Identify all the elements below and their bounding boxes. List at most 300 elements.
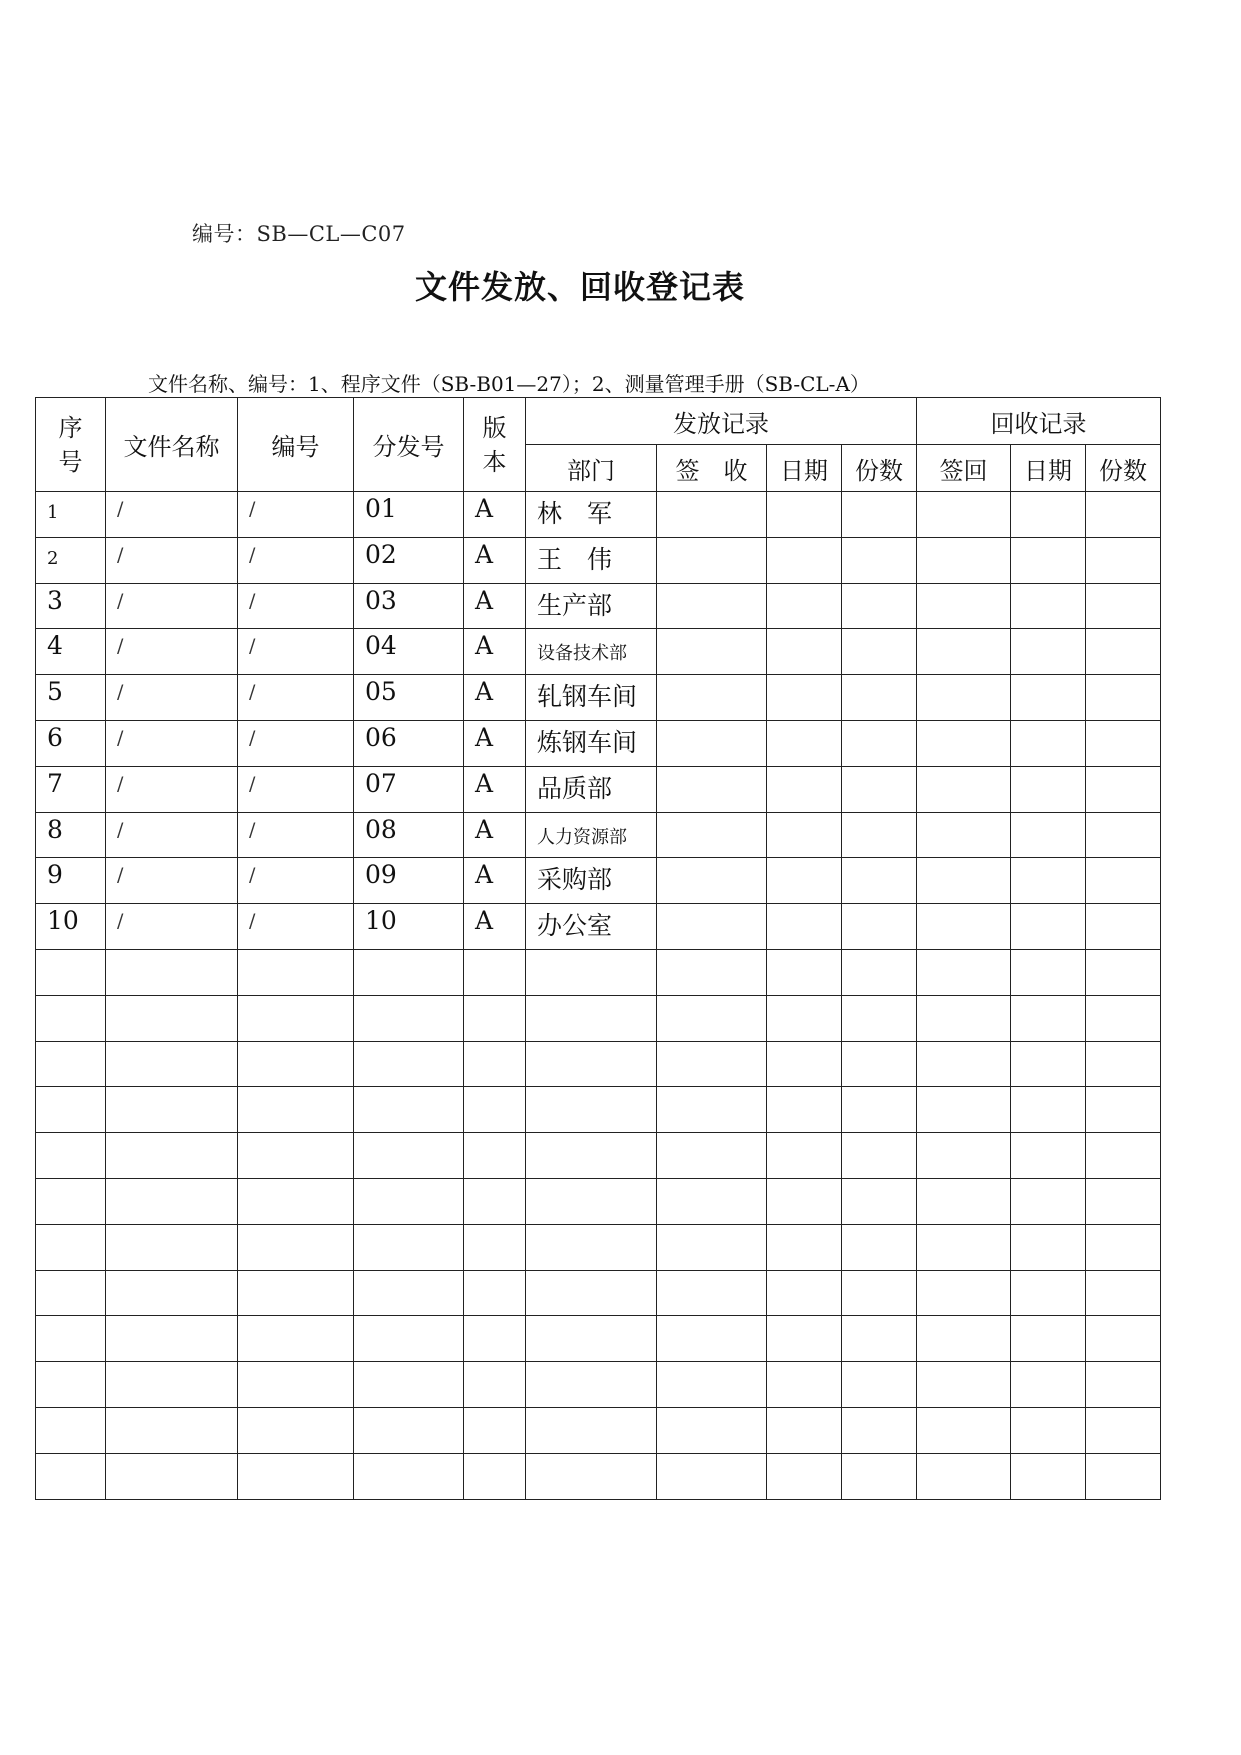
row-dept (526, 949, 657, 995)
row-sign-back (917, 1407, 1011, 1453)
row-dist-no: 02 (354, 537, 464, 583)
row-copies (842, 1270, 917, 1316)
row-dept (526, 1270, 657, 1316)
row-number: / (238, 766, 354, 812)
row-seq: 2 (36, 537, 106, 583)
row-dept (526, 1041, 657, 1087)
row-date (767, 1133, 842, 1179)
row-dist-no (354, 1133, 464, 1179)
row-sign-receive (657, 949, 767, 995)
row-sign-back (917, 720, 1011, 766)
row-recall-date (1011, 675, 1086, 721)
row-file-name: / (106, 904, 238, 950)
row-recall-copies (1086, 537, 1161, 583)
row-dist-no: 10 (354, 904, 464, 950)
row-sign-receive (657, 1041, 767, 1087)
row-dist-no: 07 (354, 766, 464, 812)
table-row (36, 1087, 1161, 1133)
row-recall-date (1011, 720, 1086, 766)
row-sign-receive (657, 858, 767, 904)
row-recall-date (1011, 1362, 1086, 1408)
row-dept: 办公室 (526, 904, 657, 950)
header-version (464, 398, 526, 492)
header-number: 编号 (238, 398, 354, 492)
row-sign-receive (657, 537, 767, 583)
table-row (36, 629, 1161, 675)
row-version (464, 1362, 526, 1408)
row-date (767, 1362, 842, 1408)
row-dist-no (354, 1362, 464, 1408)
row-dept (526, 1178, 657, 1224)
row-dist-no (354, 1041, 464, 1087)
row-dept (526, 1407, 657, 1453)
row-recall-date (1011, 1178, 1086, 1224)
table-row (36, 1362, 1161, 1408)
register-table (35, 397, 1161, 1500)
header-version-label: 版本 (482, 413, 507, 476)
file-name-line (148, 368, 870, 397)
row-number: / (238, 720, 354, 766)
row-recall-copies (1086, 492, 1161, 538)
row-seq (36, 1041, 106, 1087)
row-recall-copies (1086, 1133, 1161, 1179)
row-recall-date (1011, 1316, 1086, 1362)
row-sign-receive (657, 1407, 767, 1453)
row-number: / (238, 812, 354, 858)
row-recall-date (1011, 537, 1086, 583)
row-sign-back (917, 1178, 1011, 1224)
header-recall-record: 回收记录 (917, 398, 1161, 445)
row-sign-receive (657, 1133, 767, 1179)
row-copies (842, 720, 917, 766)
table-row (36, 858, 1161, 904)
register-body (36, 492, 1161, 1500)
row-copies (842, 1453, 917, 1499)
row-dept: 林 军 (526, 492, 657, 538)
row-sign-back (917, 1362, 1011, 1408)
row-version (464, 1041, 526, 1087)
row-sign-back (917, 1453, 1011, 1499)
row-seq: 7 (36, 766, 106, 812)
row-recall-copies (1086, 812, 1161, 858)
row-file-name: / (106, 858, 238, 904)
row-dept: 轧钢车间 (526, 675, 657, 721)
table-row (36, 1133, 1161, 1179)
row-seq: 5 (36, 675, 106, 721)
table-row (36, 1270, 1161, 1316)
row-seq (36, 995, 106, 1041)
row-version (464, 1316, 526, 1362)
table-row (36, 812, 1161, 858)
row-recall-date (1011, 1270, 1086, 1316)
row-copies (842, 949, 917, 995)
row-version (464, 1087, 526, 1133)
row-dept (526, 1087, 657, 1133)
row-copies (842, 1133, 917, 1179)
row-number (238, 1316, 354, 1362)
row-sign-back (917, 1087, 1011, 1133)
row-dept: 人力资源部 (526, 812, 657, 858)
row-version: A (464, 492, 526, 538)
row-recall-copies (1086, 1041, 1161, 1087)
header-copies: 份数 (842, 445, 917, 492)
row-dept (526, 1224, 657, 1270)
row-recall-copies (1086, 1178, 1161, 1224)
row-version: A (464, 629, 526, 675)
row-version: A (464, 858, 526, 904)
row-dept (526, 1133, 657, 1179)
header-sign-receive: 签 收 (657, 445, 767, 492)
row-date (767, 1224, 842, 1270)
row-sign-back (917, 995, 1011, 1041)
row-dept (526, 1453, 657, 1499)
row-number (238, 1224, 354, 1270)
row-sign-back (917, 812, 1011, 858)
row-recall-date (1011, 1224, 1086, 1270)
row-version (464, 1133, 526, 1179)
row-sign-back (917, 904, 1011, 950)
row-recall-copies (1086, 629, 1161, 675)
table-row (36, 1178, 1161, 1224)
row-date (767, 629, 842, 675)
row-copies (842, 1087, 917, 1133)
row-file-name (106, 1270, 238, 1316)
document-code: 编号：SB—CL—C07 (192, 222, 406, 246)
row-recall-date (1011, 1453, 1086, 1499)
row-date (767, 858, 842, 904)
row-sign-back (917, 1316, 1011, 1362)
row-dept: 王 伟 (526, 537, 657, 583)
row-copies (842, 766, 917, 812)
row-sign-receive (657, 1316, 767, 1362)
row-number: / (238, 904, 354, 950)
row-copies (842, 492, 917, 538)
row-sign-back (917, 766, 1011, 812)
row-copies (842, 904, 917, 950)
row-recall-date (1011, 904, 1086, 950)
row-number: / (238, 492, 354, 538)
row-dept (526, 1362, 657, 1408)
row-version: A (464, 766, 526, 812)
row-seq (36, 1270, 106, 1316)
row-date (767, 766, 842, 812)
row-version (464, 1407, 526, 1453)
row-recall-copies (1086, 766, 1161, 812)
row-number (238, 995, 354, 1041)
row-file-name (106, 1453, 238, 1499)
row-sign-back (917, 492, 1011, 538)
row-recall-date (1011, 629, 1086, 675)
row-seq: 4 (36, 629, 106, 675)
row-sign-receive (657, 675, 767, 721)
row-dept: 品质部 (526, 766, 657, 812)
row-date (767, 1087, 842, 1133)
row-sign-receive (657, 1087, 767, 1133)
row-dept (526, 1316, 657, 1362)
row-copies (842, 1178, 917, 1224)
row-dept: 采购部 (526, 858, 657, 904)
table-row (36, 1041, 1161, 1087)
row-file-name (106, 1133, 238, 1179)
row-version (464, 1453, 526, 1499)
table-row (36, 492, 1161, 538)
row-seq (36, 1362, 106, 1408)
row-copies (842, 858, 917, 904)
row-number (238, 1087, 354, 1133)
row-dist-no: 01 (354, 492, 464, 538)
header-file-name: 文件名称 (106, 398, 238, 492)
row-copies (842, 995, 917, 1041)
row-sign-receive (657, 812, 767, 858)
row-recall-copies (1086, 1407, 1161, 1453)
row-seq (36, 1453, 106, 1499)
row-dist-no (354, 1224, 464, 1270)
header-sign-back: 签回 (917, 445, 1011, 492)
page-title: 文件发放、回收登记表 (414, 268, 745, 306)
row-recall-date (1011, 492, 1086, 538)
row-dist-no: 04 (354, 629, 464, 675)
row-sign-receive (657, 995, 767, 1041)
row-version (464, 995, 526, 1041)
row-copies (842, 812, 917, 858)
row-copies (842, 537, 917, 583)
row-number: / (238, 583, 354, 629)
row-copies (842, 1224, 917, 1270)
row-dist-no (354, 1407, 464, 1453)
row-number: / (238, 537, 354, 583)
table-row (36, 995, 1161, 1041)
row-number: / (238, 675, 354, 721)
row-date (767, 904, 842, 950)
row-recall-date (1011, 858, 1086, 904)
row-sign-back (917, 583, 1011, 629)
row-sign-receive (657, 1224, 767, 1270)
row-number: / (238, 858, 354, 904)
row-dist-no: 06 (354, 720, 464, 766)
header-recall-copies: 份数 (1086, 445, 1161, 492)
row-recall-copies (1086, 1316, 1161, 1362)
row-dist-no (354, 1316, 464, 1362)
table-row (36, 720, 1161, 766)
row-recall-copies (1086, 1270, 1161, 1316)
row-dist-no: 08 (354, 812, 464, 858)
row-sign-receive (657, 583, 767, 629)
row-seq (36, 1087, 106, 1133)
row-sign-receive (657, 904, 767, 950)
row-number (238, 1407, 354, 1453)
row-date (767, 537, 842, 583)
row-sign-back (917, 949, 1011, 995)
row-dept (526, 995, 657, 1041)
row-sign-back (917, 858, 1011, 904)
row-recall-date (1011, 1041, 1086, 1087)
row-sign-receive (657, 1178, 767, 1224)
row-sign-receive (657, 1270, 767, 1316)
row-recall-date (1011, 949, 1086, 995)
row-file-name: / (106, 537, 238, 583)
row-sign-receive (657, 1453, 767, 1499)
row-file-name: / (106, 812, 238, 858)
row-seq: 3 (36, 583, 106, 629)
row-sign-back (917, 537, 1011, 583)
header-recall-date: 日期 (1011, 445, 1086, 492)
row-sign-back (917, 629, 1011, 675)
row-sign-receive (657, 766, 767, 812)
row-seq: 6 (36, 720, 106, 766)
header-date: 日期 (767, 445, 842, 492)
row-recall-copies (1086, 904, 1161, 950)
row-seq: 10 (36, 904, 106, 950)
row-date (767, 1270, 842, 1316)
row-dept: 生产部 (526, 583, 657, 629)
row-seq (36, 1133, 106, 1179)
row-number (238, 1270, 354, 1316)
table-row (36, 949, 1161, 995)
row-file-name (106, 949, 238, 995)
row-copies (842, 1407, 917, 1453)
header-issue-record: 发放记录 (526, 398, 917, 445)
row-seq (36, 1316, 106, 1362)
row-version: A (464, 537, 526, 583)
file-name-value: 1、程序文件（SB-B01—27）；2、测量管理手册（SB-CL-A） (308, 372, 870, 396)
table-row (36, 583, 1161, 629)
row-number (238, 949, 354, 995)
row-seq: 1 (36, 492, 106, 538)
row-seq (36, 949, 106, 995)
table-row (36, 1453, 1161, 1499)
row-copies (842, 629, 917, 675)
row-file-name (106, 1178, 238, 1224)
row-sign-back (917, 675, 1011, 721)
row-file-name (106, 1362, 238, 1408)
table-row (36, 1407, 1161, 1453)
row-date (767, 1453, 842, 1499)
header-dept: 部门 (526, 445, 657, 492)
header-dist-no: 分发号 (354, 398, 464, 492)
row-recall-date (1011, 812, 1086, 858)
row-file-name: / (106, 720, 238, 766)
row-sign-back (917, 1270, 1011, 1316)
row-file-name (106, 1087, 238, 1133)
row-version: A (464, 675, 526, 721)
row-version: A (464, 904, 526, 950)
table-row (36, 766, 1161, 812)
table-row (36, 675, 1161, 721)
row-recall-copies (1086, 995, 1161, 1041)
row-dist-no (354, 1270, 464, 1316)
row-date (767, 949, 842, 995)
row-seq: 8 (36, 812, 106, 858)
row-file-name (106, 995, 238, 1041)
row-recall-date (1011, 995, 1086, 1041)
row-version (464, 1224, 526, 1270)
row-recall-copies (1086, 1453, 1161, 1499)
row-date (767, 1178, 842, 1224)
row-version: A (464, 583, 526, 629)
row-recall-copies (1086, 1087, 1161, 1133)
header-seq (36, 398, 106, 492)
row-dist-no: 05 (354, 675, 464, 721)
row-recall-date (1011, 766, 1086, 812)
table-row (36, 904, 1161, 950)
row-version: A (464, 720, 526, 766)
row-copies (842, 583, 917, 629)
row-number (238, 1041, 354, 1087)
row-file-name (106, 1407, 238, 1453)
row-file-name: / (106, 629, 238, 675)
row-dept: 炼钢车间 (526, 720, 657, 766)
row-version (464, 1178, 526, 1224)
row-dept: 设备技术部 (526, 629, 657, 675)
row-dist-no: 03 (354, 583, 464, 629)
row-copies (842, 1316, 917, 1362)
row-date (767, 1316, 842, 1362)
row-recall-copies (1086, 949, 1161, 995)
row-date (767, 812, 842, 858)
row-date (767, 995, 842, 1041)
row-recall-copies (1086, 858, 1161, 904)
row-seq: 9 (36, 858, 106, 904)
row-recall-copies (1086, 1224, 1161, 1270)
row-dist-no (354, 949, 464, 995)
row-number (238, 1362, 354, 1408)
row-sign-receive (657, 720, 767, 766)
row-file-name: / (106, 583, 238, 629)
row-dist-no (354, 1087, 464, 1133)
row-version (464, 949, 526, 995)
row-dist-no: 09 (354, 858, 464, 904)
row-dist-no (354, 1453, 464, 1499)
row-dist-no (354, 995, 464, 1041)
row-date (767, 1041, 842, 1087)
row-seq (36, 1224, 106, 1270)
row-date (767, 675, 842, 721)
row-seq (36, 1407, 106, 1453)
row-seq (36, 1178, 106, 1224)
row-recall-date (1011, 583, 1086, 629)
table-row (36, 537, 1161, 583)
row-date (767, 492, 842, 538)
row-dist-no (354, 1178, 464, 1224)
row-copies (842, 1362, 917, 1408)
row-date (767, 583, 842, 629)
row-file-name: / (106, 675, 238, 721)
row-version: A (464, 812, 526, 858)
row-recall-copies (1086, 583, 1161, 629)
row-date (767, 1407, 842, 1453)
table-row (36, 1316, 1161, 1362)
row-file-name: / (106, 766, 238, 812)
row-file-name (106, 1316, 238, 1362)
row-copies (842, 675, 917, 721)
row-file-name (106, 1224, 238, 1270)
row-sign-back (917, 1133, 1011, 1179)
row-number (238, 1178, 354, 1224)
row-date (767, 720, 842, 766)
row-sign-back (917, 1224, 1011, 1270)
row-recall-copies (1086, 720, 1161, 766)
row-recall-copies (1086, 1362, 1161, 1408)
row-recall-date (1011, 1407, 1086, 1453)
file-name-label: 文件名称、编号： (148, 372, 308, 396)
row-sign-receive (657, 1362, 767, 1408)
header-seq-label: 序号 (58, 413, 83, 476)
row-number (238, 1133, 354, 1179)
row-recall-copies (1086, 675, 1161, 721)
row-sign-receive (657, 492, 767, 538)
row-version (464, 1270, 526, 1316)
row-file-name (106, 1041, 238, 1087)
